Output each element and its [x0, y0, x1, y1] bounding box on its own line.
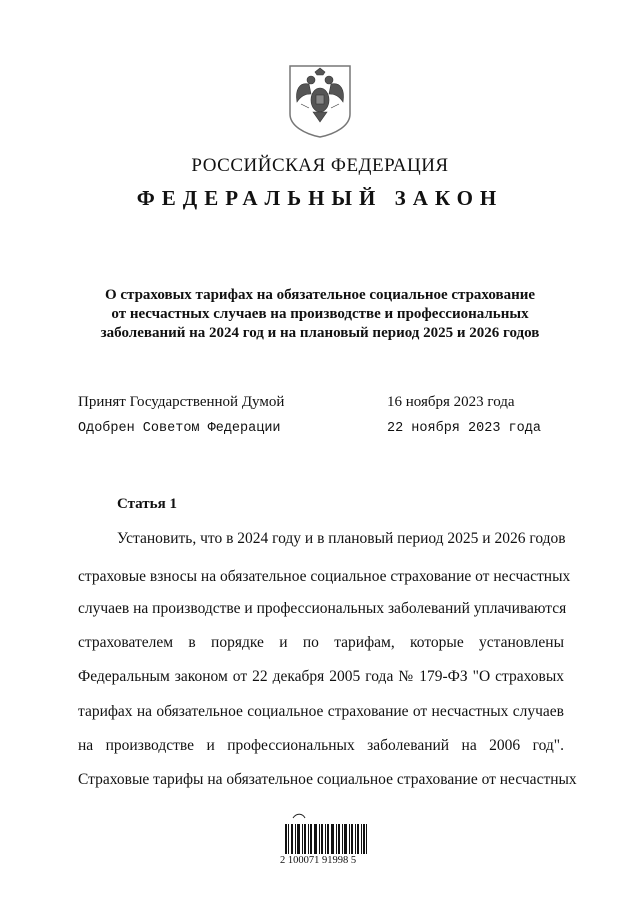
article-text-line: страхователем в порядке и по тарифам, которые установлены — [78, 634, 564, 651]
law-title-line: О страховых тарифах на обязательное социальное страхование — [104, 287, 536, 303]
article-text-line: на производстве и профессиональных заболеваний на 2006 год". — [78, 737, 564, 754]
article-text-line: Федеральным законом от 22 декабря 2005 года № 179-ФЗ "О страховых — [78, 668, 564, 685]
law-type-heading: ФЕДЕРАЛЬНЫЙ ЗАКОН — [136, 186, 504, 210]
council-approval-label: Одобрен Советом Федерации — [78, 421, 281, 436]
duma-adoption-date: 16 ноября 2023 года — [387, 394, 515, 410]
law-title — [80, 286, 560, 343]
duma-adoption-label: Принят Государственной Думой — [78, 394, 285, 410]
council-approval-date: 22 ноября 2023 года — [387, 421, 541, 436]
article-text-line: страховые взносы на обязательное социальное страхование от несчастных — [78, 568, 571, 585]
article-text-line: Установить, что в 2024 году и в плановый период 2025 и 2026 годов — [117, 530, 566, 547]
article-text-line: Страховые тарифы на обязательное социальное страхование от несчастных — [78, 771, 577, 788]
article-text-line: тарифах на обязательное социальное страхование от несчастных случаев — [78, 703, 564, 720]
law-title-line: заболеваний на 2024 год и на плановый период 2025 и 2026 годов — [100, 325, 540, 341]
barcode-number: 2 100071 91998 5 — [280, 855, 357, 866]
article-heading: Статья 1 — [117, 496, 177, 512]
article-text-line: случаев на производстве и профессиональных заболеваний уплачиваются — [78, 600, 567, 617]
law-title-line: от несчастных случаев на производстве и профессиональных — [111, 306, 529, 322]
country-name: РОССИЙСКАЯ ФЕДЕРАЦИЯ — [191, 155, 449, 176]
state-emblem-icon — [287, 64, 353, 138]
